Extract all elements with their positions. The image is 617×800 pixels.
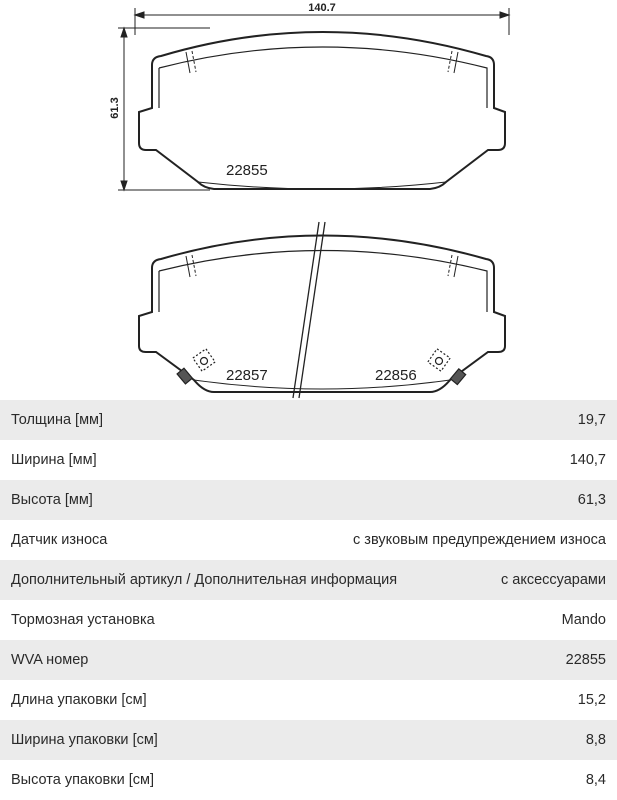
spec-value: 8,4 [585, 772, 606, 788]
top-pad-part-number: 22855 [226, 162, 268, 179]
spec-row-thickness [0, 400, 617, 440]
spec-value: 19,7 [577, 412, 606, 428]
height-dimension-label: 61.3 [109, 97, 121, 119]
spec-label: WVA номер [11, 652, 89, 668]
spec-row-wva-number [0, 640, 617, 680]
spec-label: Тормозная установка [11, 612, 155, 628]
width-dimension-label: 140.7 [308, 2, 336, 14]
variant-split-line [293, 222, 325, 398]
spec-label: Высота [мм] [11, 492, 93, 508]
spec-value: Mando [561, 612, 606, 628]
spec-row-additional-info [0, 560, 617, 600]
spec-label: Ширина упаковки [см] [11, 732, 158, 748]
spec-row-package-height [0, 760, 617, 800]
spec-row-package-length [0, 680, 617, 720]
left-wear-sensor [177, 349, 215, 384]
bottom-brake-pad [139, 236, 505, 393]
spec-value: 8,8 [585, 732, 606, 748]
spec-row-width [0, 440, 617, 480]
spec-label: Высота упаковки [см] [11, 772, 155, 788]
spec-row-package-width [0, 720, 617, 760]
spec-value: 22855 [565, 652, 606, 668]
specifications-table [0, 400, 617, 800]
spec-label: Длина упаковки [см] [11, 692, 147, 708]
spec-row-brake-system [0, 600, 617, 640]
spec-value: 140,7 [569, 452, 606, 468]
spec-row-wear-sensor [0, 520, 617, 560]
spec-label: Дополнительный артикул / Дополнительная информация [11, 572, 398, 588]
spec-value: с аксессуарами [500, 572, 606, 588]
height-dimension [118, 28, 210, 190]
right-wear-sensor [428, 349, 466, 385]
spec-value: с звуковым предупреждением износа [353, 532, 606, 548]
bottom-pad-left-part-number: 22857 [226, 367, 268, 384]
spec-row-height [0, 480, 617, 520]
spec-label: Ширина [мм] [11, 452, 97, 468]
bottom-pad-right-part-number: 22856 [375, 367, 417, 384]
spec-label: Датчик износа [11, 532, 108, 548]
spec-label: Толщина [мм] [11, 412, 104, 428]
top-brake-pad [139, 32, 505, 189]
spec-value: 61,3 [577, 492, 606, 508]
spec-value: 15,2 [577, 692, 606, 708]
